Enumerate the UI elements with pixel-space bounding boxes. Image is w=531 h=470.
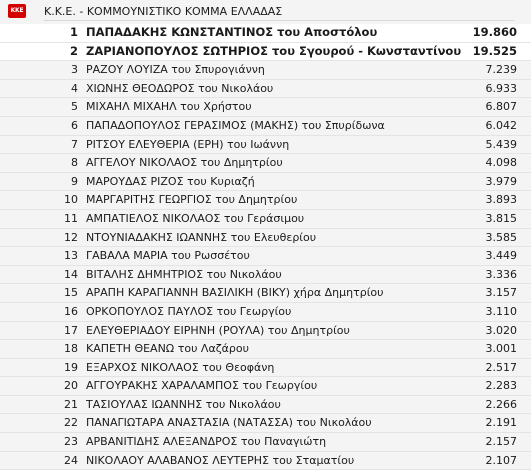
candidate-row bbox=[0, 396, 531, 415]
candidate-votes: 3.449 bbox=[485, 249, 517, 263]
candidate-votes: 6.042 bbox=[485, 118, 517, 132]
candidate-row bbox=[0, 340, 531, 359]
candidate-row bbox=[0, 452, 531, 470]
candidate-votes: 3.893 bbox=[485, 193, 517, 207]
candidate-rank: 13 bbox=[64, 249, 78, 263]
candidate-name: ΟΡΚΟΠΟΥΛΟΣ ΠΑΥΛΟΣ του Γεωργίου bbox=[86, 304, 292, 318]
candidate-rank: 14 bbox=[64, 267, 78, 281]
candidate-votes: 3.336 bbox=[485, 267, 517, 281]
candidate-name: ΜΙΧΑΗΛ ΜΙΧΑΗΛ του Χρήστου bbox=[86, 100, 252, 114]
candidate-name: ΜΑΡΟΥΔΑΣ ΡΙΖΟΣ του Κυριαζή bbox=[86, 174, 255, 188]
candidate-name: ΑΜΠΑΤΙΕΛΟΣ ΝΙΚΟΛΑΟΣ του Γεράσιμου bbox=[86, 211, 305, 225]
candidate-name: ΜΑΡΓΑΡΙΤΗΣ ΓΕΩΡΓΙΟΣ του Δημητρίου bbox=[86, 193, 298, 207]
candidate-name: ΡΙΤΣΟΥ ΕΛΕΥΘΕΡΙΑ (ΕΡΗ) του Ιωάννη bbox=[86, 137, 290, 151]
candidate-rank: 6 bbox=[71, 118, 78, 132]
candidate-row bbox=[0, 24, 531, 43]
candidate-rank: 19 bbox=[64, 360, 78, 374]
candidate-rank: 7 bbox=[71, 137, 78, 151]
candidate-rank: 12 bbox=[64, 230, 78, 244]
candidate-votes: 6.933 bbox=[485, 81, 517, 95]
candidate-name: ΠΑΠΑΔΑΚΗΣ ΚΩΝΣΤΑΝΤΙΝΟΣ του Αποστόλου bbox=[86, 25, 378, 39]
candidate-rank: 24 bbox=[64, 453, 78, 467]
candidate-rank: 1 bbox=[69, 25, 78, 39]
candidate-rank: 21 bbox=[64, 397, 78, 411]
candidate-rank: 11 bbox=[64, 211, 78, 225]
candidate-votes: 3.815 bbox=[485, 211, 517, 225]
candidate-name: ΑΡΑΠΗ ΚΑΡΑΓΙΑΝΝΗ ΒΑΣΙΛΙΚΗ (ΒΙΚΥ) χήρα Δημητρίου bbox=[86, 286, 384, 300]
candidate-row bbox=[0, 284, 531, 303]
candidate-votes: 4.098 bbox=[485, 156, 517, 170]
candidate-row bbox=[0, 98, 531, 117]
candidate-votes: 2.107 bbox=[485, 453, 517, 467]
candidate-name: ΓΑΒΑΛΑ ΜΑΡΙΑ του Ρωσσέτου bbox=[86, 249, 250, 263]
candidate-row bbox=[0, 80, 531, 99]
candidate-row bbox=[0, 43, 531, 62]
candidate-votes: 3.979 bbox=[485, 174, 517, 188]
candidate-row bbox=[0, 414, 531, 433]
candidate-name: ΤΑΣΙΟΥΛΑΣ ΙΩΑΝΝΗΣ του Νικολάου bbox=[86, 397, 281, 411]
candidate-row bbox=[0, 117, 531, 136]
candidate-row bbox=[0, 377, 531, 396]
candidate-votes: 2.517 bbox=[485, 360, 517, 374]
party-logo-icon: ΚΚΕ bbox=[8, 4, 26, 18]
candidate-name: ΖΑΡΙΑΝΟΠΟΥΛΟΣ ΣΩΤΗΡΙΟΣ του Σγουρού - Κωνσταντίνου bbox=[86, 43, 462, 58]
candidate-row bbox=[0, 247, 531, 266]
candidate-votes: 2.157 bbox=[485, 435, 517, 449]
candidate-row bbox=[0, 359, 531, 378]
candidate-votes: 7.239 bbox=[485, 63, 517, 77]
candidate-rank: 23 bbox=[64, 435, 78, 449]
candidate-name: ΕΛΕΥΘΕΡΙΑΔΟΥ ΕΙΡΗΝΗ (ΡΟΥΛΑ) του Δημητρίου bbox=[86, 323, 350, 337]
candidate-votes: 2.283 bbox=[485, 379, 517, 393]
candidate-votes: 2.191 bbox=[485, 416, 517, 430]
candidate-rank: 17 bbox=[64, 323, 78, 337]
candidate-votes: 3.001 bbox=[485, 342, 517, 356]
candidate-rank: 15 bbox=[64, 286, 78, 300]
candidate-votes: 3.110 bbox=[485, 304, 517, 318]
candidate-row bbox=[0, 154, 531, 173]
candidate-rank: 3 bbox=[71, 63, 78, 77]
candidate-name: ΧΙΩΝΗΣ ΘΕΟΔΩΡΟΣ του Νικολάου bbox=[86, 81, 274, 95]
candidate-rank: 8 bbox=[71, 156, 78, 170]
candidate-rank: 5 bbox=[71, 100, 78, 114]
candidate-name: ΑΓΓΟΥΡΑΚΗΣ ΧΑΡΑΛΑΜΠΟΣ του Γεωργίου bbox=[86, 379, 318, 393]
candidate-rank: 16 bbox=[64, 304, 78, 318]
candidate-row bbox=[0, 322, 531, 341]
candidate-row bbox=[0, 191, 531, 210]
candidate-name: ΠΑΠΑΔΟΠΟΥΛΟΣ ΓΕΡΑΣΙΜΟΣ (ΜΑΚΗΣ) του Σπυρίδωνα bbox=[86, 118, 385, 132]
candidate-name: ΝΤΟΥΝΙΑΔΑΚΗΣ ΙΩΑΝΝΗΣ του Ελευθερίου bbox=[86, 230, 317, 244]
candidate-rank: 2 bbox=[69, 43, 78, 58]
candidate-row bbox=[0, 173, 531, 192]
candidate-name: ΠΑΝΑΓΙΩΤΑΡΑ ΑΝΑΣΤΑΣΙΑ (ΝΑΤΑΣΣΑ) του Νικολάου bbox=[86, 416, 372, 430]
candidate-name: ΑΡΒΑΝΙΤΙΔΗΣ ΑΛΕΞΑΝΔΡΟΣ του Παναγιώτη bbox=[86, 435, 327, 449]
candidate-votes: 3.020 bbox=[485, 323, 517, 337]
candidate-row bbox=[0, 210, 531, 229]
candidate-row bbox=[0, 303, 531, 322]
candidate-row bbox=[0, 136, 531, 155]
candidate-name: ΕΞΑΡΧΟΣ ΝΙΚΟΛΑΟΣ του Θεοφάνη bbox=[86, 360, 275, 374]
candidate-row bbox=[0, 266, 531, 285]
candidate-rank: 22 bbox=[64, 416, 78, 430]
candidate-rank: 9 bbox=[71, 174, 78, 188]
candidate-rank: 20 bbox=[64, 379, 78, 393]
candidate-name: ΡΑΖΟΥ ΛΟΥΙΖΑ του Σπυρογιάννη bbox=[86, 63, 265, 77]
candidate-name: ΝΙΚΟΛΑΟΥ ΑΛΑΒΑΝΟΣ ΛΕΥΤΕΡΗΣ του Σταματίου bbox=[86, 453, 355, 467]
candidate-row bbox=[0, 61, 531, 80]
candidate-votes: 19.860 bbox=[472, 25, 517, 39]
candidate-rank: 4 bbox=[71, 81, 78, 95]
candidate-name: ΒΙΤΑΛΗΣ ΔΗΜΗΤΡΙΟΣ του Νικολάου bbox=[86, 267, 282, 281]
candidate-votes: 5.439 bbox=[485, 137, 517, 151]
candidate-votes: 6.807 bbox=[485, 100, 517, 114]
candidate-rank: 18 bbox=[64, 342, 78, 356]
candidate-votes: 2.266 bbox=[485, 397, 517, 411]
party-title: Κ.Κ.Ε. - ΚΟΜΜΟΥΝΙΣΤΙΚΟ ΚΟΜΜΑ ΕΛΛΑΔΑΣ bbox=[44, 5, 514, 21]
candidate-row bbox=[0, 229, 531, 248]
candidate-votes: 19.525 bbox=[472, 43, 517, 58]
candidate-list bbox=[0, 24, 531, 470]
candidate-votes: 3.157 bbox=[485, 286, 517, 300]
candidate-votes: 3.585 bbox=[485, 230, 517, 244]
party-header bbox=[0, 0, 531, 24]
candidate-rank: 10 bbox=[64, 193, 78, 207]
candidate-row bbox=[0, 433, 531, 452]
candidate-name: ΚΑΠΕΤΗ ΘΕΑΝΩ του Λαζάρου bbox=[86, 342, 250, 356]
candidate-name: ΑΓΓΕΛΟΥ ΝΙΚΟΛΑΟΣ του Δημητρίου bbox=[86, 156, 283, 170]
